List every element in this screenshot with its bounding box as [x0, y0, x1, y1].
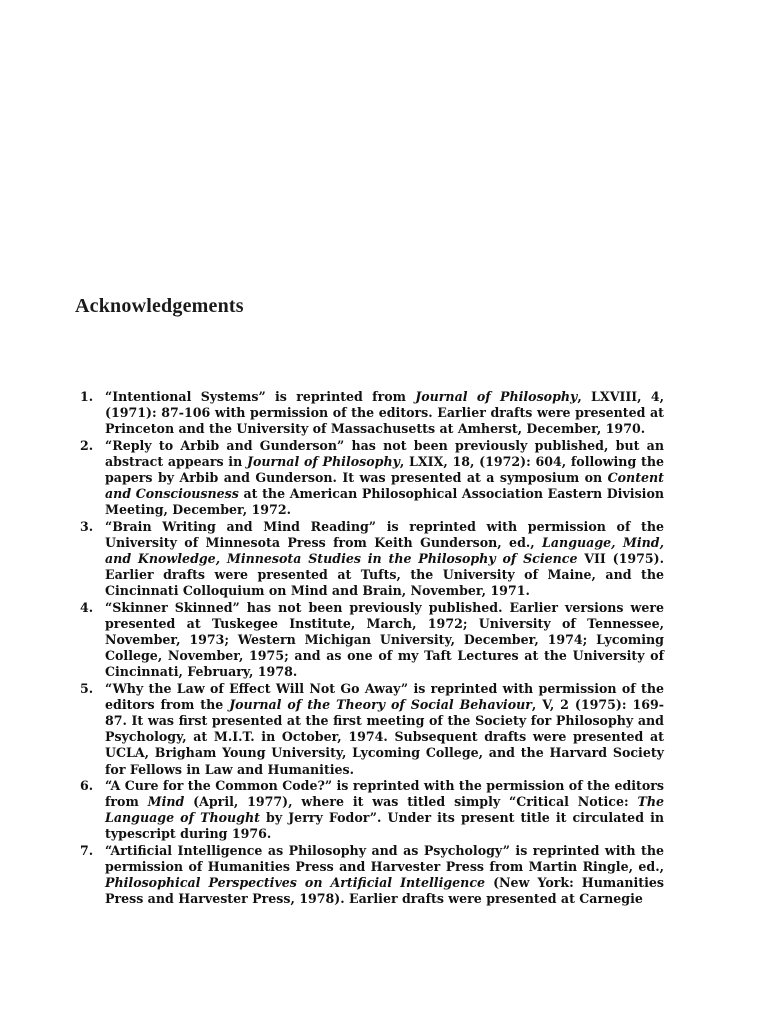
list-item [80, 681, 664, 778]
item-number: 5. [80, 680, 94, 696]
list-item [80, 519, 664, 600]
item-number: 2. [80, 437, 94, 453]
journal-title: Journal of the Theory of Social Behaviour [229, 696, 532, 712]
item-text: “Why the Law of Effect Will Not Go Away” is reprinted with permission of the editors from the Journal of the Theory of Social Behaviour, V, 2 (1975): 169-87. It was first presented at the first meeting of the Society for Philosophy and Psychology, at M.I.T. in October, 1974. Subsequent drafts were presented at UCLA, Brigham Young University, Lycoming College, and the Harvard Society for Fellows in Law and Humanities. [105, 680, 664, 777]
item-number: 4. [80, 599, 94, 615]
journal-title: Journal of Philosophy [415, 389, 578, 404]
list-item [80, 843, 664, 908]
item-text: “Brain Writing and Mind Reading” is reprinted with permission of the University of Minnesota Press from Keith Gunderson, ed., Language, Mind, and Knowledge, Minnesota Studies in the Philosophy of Science VII (1975). Earlier drafts were presented at Tufts, the University of Maine, and the Cincinnati Colloquium on Mind and Brain, November, 1971. [105, 518, 664, 599]
page-title: Acknowledgements [75, 295, 244, 318]
list-item [80, 600, 664, 681]
item-number: 6. [80, 777, 94, 793]
item-number: 7. [80, 842, 94, 858]
book-title: Language, Mind, and Knowledge, Minnesota Studies in the Philosophy of Science [105, 534, 664, 567]
journal-title: Mind [147, 794, 185, 810]
list-item [80, 438, 664, 519]
item-text: “Reply to Arbib and Gunderson” has not been previously published, but an abstract appears in Journal of Philosophy, LXIX, 18, (1972): 604, following the papers by Arbib and Gunderson. It was presented at a symposium on Content and Consciousness at the American Philosophical Association Eastern Division Meeting, December, 1972. [105, 437, 664, 518]
journal-title: Journal of Philosophy [247, 453, 400, 469]
item-text: “Artificial Intelligence as Philosophy and as Psychology” is reprinted with the permission of Humanities Press and Harvester Press from Martin Ringle, ed., Philosophical Perspectives on Artificial Intelligence (New York: Humanities Press and Harvester Press, 1978). Earlier drafts were presented at Carnegie [105, 842, 664, 907]
book-title: The Language of Thought [105, 794, 664, 826]
book-title: Philosophical Perspectives on Artificial Intelligence [105, 875, 486, 891]
acknowledgements-list [80, 389, 664, 908]
work-title: Content and Consciousness [105, 470, 664, 502]
item-text: “Skinner Skinned” has not been previously published. Earlier versions were presented at Tuskegee Institute, March, 1972; University of Tennessee, November, 1973; Western Michigan University, December, 1974; Lycoming College, November, 1975; and as one of my Taft Lectures at the University of Cincinnati, February, 1978. [105, 599, 664, 680]
item-text: “Intentional Systems” is reprinted from Journal of Philosophy, LXVIII, 4, (1971): 87-106 with permission of the editors. Earlier drafts were presented at Princeton and the University of Massachusetts at Amherst, December, 1970. [105, 389, 664, 437]
item-number: 3. [80, 518, 94, 534]
list-item [80, 389, 664, 438]
item-text: “A Cure for the Common Code?” is reprinted with the permission of the editors from Mind (April, 1977), where it was titled simply “Critical Notice: The Language of Thought by Jerry Fodor”. Under its present title it circulated in typescript during 1976. [105, 777, 665, 842]
item-number: 1. [80, 389, 94, 404]
list-item [80, 778, 664, 843]
